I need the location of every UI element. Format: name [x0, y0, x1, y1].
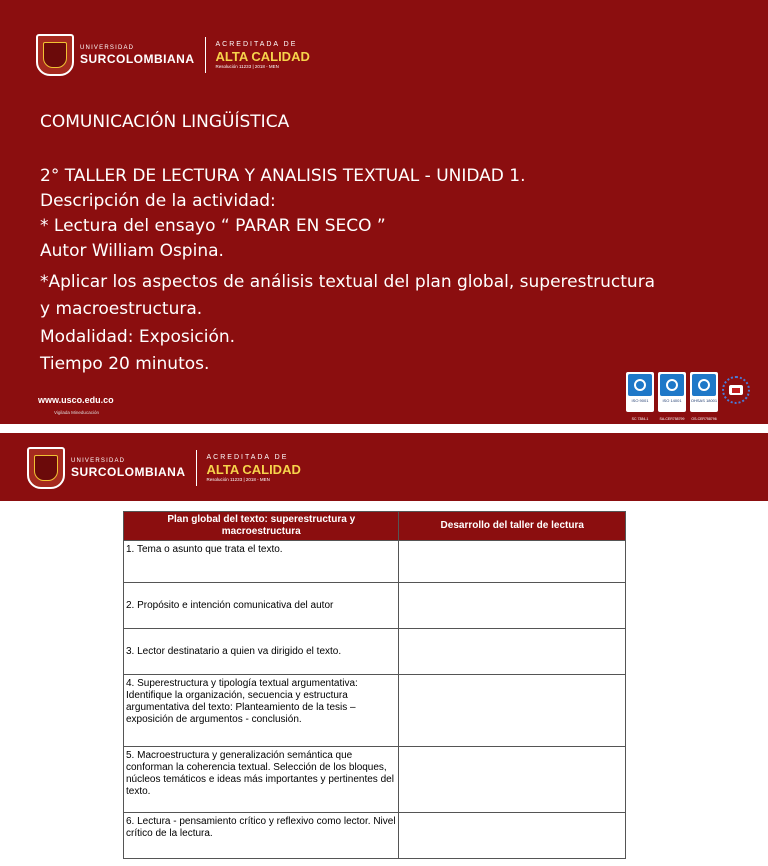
table-header-development: Desarrollo del taller de lectura	[399, 512, 626, 541]
accredited-label: ACREDITADA DE	[206, 453, 289, 461]
table-cell-answer[interactable]	[399, 813, 626, 859]
table-cell-answer[interactable]	[399, 629, 626, 675]
university-logo	[36, 34, 310, 76]
university-name: SURCOLOMBIANA	[71, 465, 186, 479]
table-cell-question: 4. Superestructura y tipología textual argumentativa: Identifique la organización, secuencia y estructura argumentativa del texto: Planteamiento de la tesis – exposición de argumentos - conclusión.	[124, 675, 399, 747]
cert-caption: OS-CER758796	[691, 417, 717, 421]
course-title: COMUNICACIÓN LINGÜÍSTICA	[40, 112, 290, 132]
table-cell-answer[interactable]	[399, 583, 626, 629]
table-cell-question: 6. Lectura - pensamiento crítico y reflexivo como lector. Nivel crítico de la lectura.	[124, 813, 399, 859]
icontec-cert-icon: ISO 9001	[626, 372, 654, 412]
slide-1	[0, 0, 768, 424]
author-line: Autor William Ospina.	[40, 241, 224, 261]
apply-aspects-line: *Aplicar los aspectos de análisis textual del plan global, superestructura	[40, 272, 656, 292]
table-row	[124, 583, 626, 629]
iqnet-seal-icon	[722, 376, 750, 404]
table-header-plan: Plan global del texto: superestructura y macroestructura	[124, 512, 399, 541]
cert-caption: SC 7384-1	[631, 417, 649, 421]
table-row	[124, 675, 626, 747]
table-row	[124, 541, 626, 583]
apply-aspects-line-2: y macroestructura.	[40, 299, 203, 319]
slide-2-header	[0, 433, 768, 501]
table-cell-answer[interactable]	[399, 675, 626, 747]
resolution-label: Resolución 11233 | 2018 - MEN	[215, 63, 279, 69]
essay-reading-line: * Lectura del ensayo “ PARAR EN SECO ”	[40, 216, 386, 236]
university-name: SURCOLOMBIANA	[80, 52, 195, 66]
modality-line: Modalidad: Exposición.	[40, 327, 236, 347]
accredited-label: ACREDITADA DE	[215, 40, 298, 48]
university-small-label: UNIVERSIDAD	[71, 458, 126, 464]
table-cell-question: 3. Lector destinatario a quien va dirigido el texto.	[124, 629, 399, 675]
university-crest-icon	[36, 34, 74, 76]
time-line: Tiempo 20 minutos.	[40, 354, 210, 374]
table-cell-answer[interactable]	[399, 747, 626, 813]
table-cell-question: 2. Propósito e intención comunicativa del autor	[124, 583, 399, 629]
logo-divider	[196, 450, 197, 486]
reading-plan-table	[123, 511, 626, 859]
website-link[interactable]: www.usco.edu.co	[38, 395, 114, 405]
table-row	[124, 747, 626, 813]
table-row	[124, 629, 626, 675]
table-cell-question: 1. Tema o asunto que trata el texto.	[124, 541, 399, 583]
icontec-cert-icon: ISO 14001	[658, 372, 686, 412]
university-crest-icon	[27, 447, 65, 489]
resolution-label: Resolución 11233 | 2018 - MEN	[206, 476, 270, 482]
table-cell-question: 5. Macroestructura y generalización semántica que conforman la coherencia textual. Selección de los bloques, núcleos temáticos e ideas más importantes y pertinentes del texto.	[124, 747, 399, 813]
logo-divider	[205, 37, 206, 73]
slide-2	[0, 433, 768, 866]
workshop-title: 2° TALLER DE LECTURA Y ANALISIS TEXTUAL - UNIDAD 1.	[40, 166, 526, 186]
table-cell-answer[interactable]	[399, 541, 626, 583]
quality-label: ALTA CALIDAD	[206, 461, 301, 477]
university-logo	[27, 447, 301, 489]
icontec-cert-icon: OHSAS 18001	[690, 372, 718, 412]
vigilada-label: Vigilada Mineducación	[54, 410, 99, 415]
university-small-label: UNIVERSIDAD	[80, 45, 135, 51]
activity-description-label: Descripción de la actividad:	[40, 191, 276, 211]
table-row	[124, 813, 626, 859]
cert-caption: SA-CER758799	[659, 417, 685, 421]
quality-label: ALTA CALIDAD	[215, 48, 310, 64]
